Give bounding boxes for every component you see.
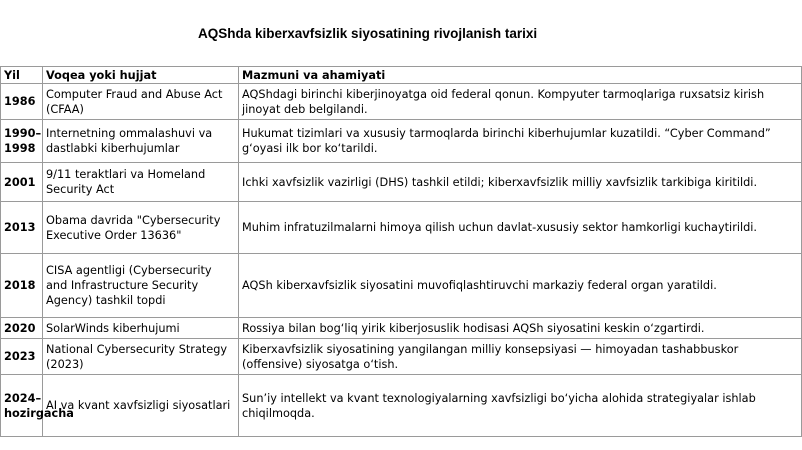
history-table: [0, 66, 802, 437]
row-event: CISA agentligi (Cybersecurity and Infrastructure Security Agency) tashkil topdi: [43, 254, 239, 318]
header-year: Yil: [1, 67, 43, 84]
row-event: AI va kvant xavfsizligi siyosatlari: [43, 375, 239, 437]
row-event: Internetning ommalashuvi va dastlabki kiberhujumlar: [43, 120, 239, 163]
table-row: [1, 318, 802, 339]
table-row: [1, 375, 802, 437]
row-meaning: AQShdagi birinchi kiberjinoyatga oid federal qonun. Kompyuter tarmoqlariga ruxsatsiz kirish jinoyat deb belgilandi.: [239, 84, 802, 120]
table-row: [1, 254, 802, 318]
table-header-row: [1, 67, 802, 84]
row-year: 2023: [1, 339, 43, 375]
header-event: Voqea yoki hujjat: [43, 67, 239, 84]
row-year: 2020: [1, 318, 43, 339]
table-row: [1, 84, 802, 120]
row-meaning: Rossiya bilan bog‘liq yirik kiberjosuslik hodisasi AQSh siyosatini keskin o‘zgartirdi.: [239, 318, 802, 339]
table-row: [1, 120, 802, 163]
row-event: National Cybersecurity Strategy (2023): [43, 339, 239, 375]
row-meaning: Muhim infratuzilmalarni himoya qilish uchun davlat-xususiy sektor hamkorligi kuchaytirildi.: [239, 202, 802, 254]
row-event: SolarWinds kiberhujumi: [43, 318, 239, 339]
row-year: 1986: [1, 84, 43, 120]
row-event: Obama davrida "Cybersecurity Executive Order 13636": [43, 202, 239, 254]
page-title: AQShda kiberxavfsizlik siyosatining rivojlanish tarixi: [198, 26, 538, 41]
header-meaning: Mazmuni va ahamiyati: [239, 67, 802, 84]
table-row: [1, 339, 802, 375]
row-year: 2013: [1, 202, 43, 254]
row-year: 1990–1998: [1, 120, 43, 163]
row-meaning: Sun’iy intellekt va kvant texnologiyalarning xavfsizligi bo‘yicha alohida strategiyalar ishlab chiqilmoqda.: [239, 375, 802, 437]
row-year: 2024–hozirgacha: [1, 375, 43, 437]
row-event: Computer Fraud and Abuse Act (CFAA): [43, 84, 239, 120]
row-year: 2018: [1, 254, 43, 318]
row-meaning: Kiberxavfsizlik siyosatining yangilangan milliy konsepsiyasi — himoyadan tashabbuskor (offensive) siyosatga o‘tish.: [239, 339, 802, 375]
table-row: [1, 163, 802, 202]
row-meaning: Hukumat tizimlari va xususiy tarmoqlarda birinchi kiberhujumlar kuzatildi. “Cyber Command” g‘oyasi ilk bor ko‘tarildi.: [239, 120, 802, 163]
row-year: 2001: [1, 163, 43, 202]
table-row: [1, 202, 802, 254]
row-event: 9/11 teraktlari va Homeland Security Act: [43, 163, 239, 202]
row-meaning: Ichki xavfsizlik vazirligi (DHS) tashkil etildi; kiberxavfsizlik milliy xavfsizlik tarkibiga kiritildi.: [239, 163, 802, 202]
row-meaning: AQSh kiberxavfsizlik siyosatini muvofiqlashtiruvchi markaziy federal organ yaratildi.: [239, 254, 802, 318]
